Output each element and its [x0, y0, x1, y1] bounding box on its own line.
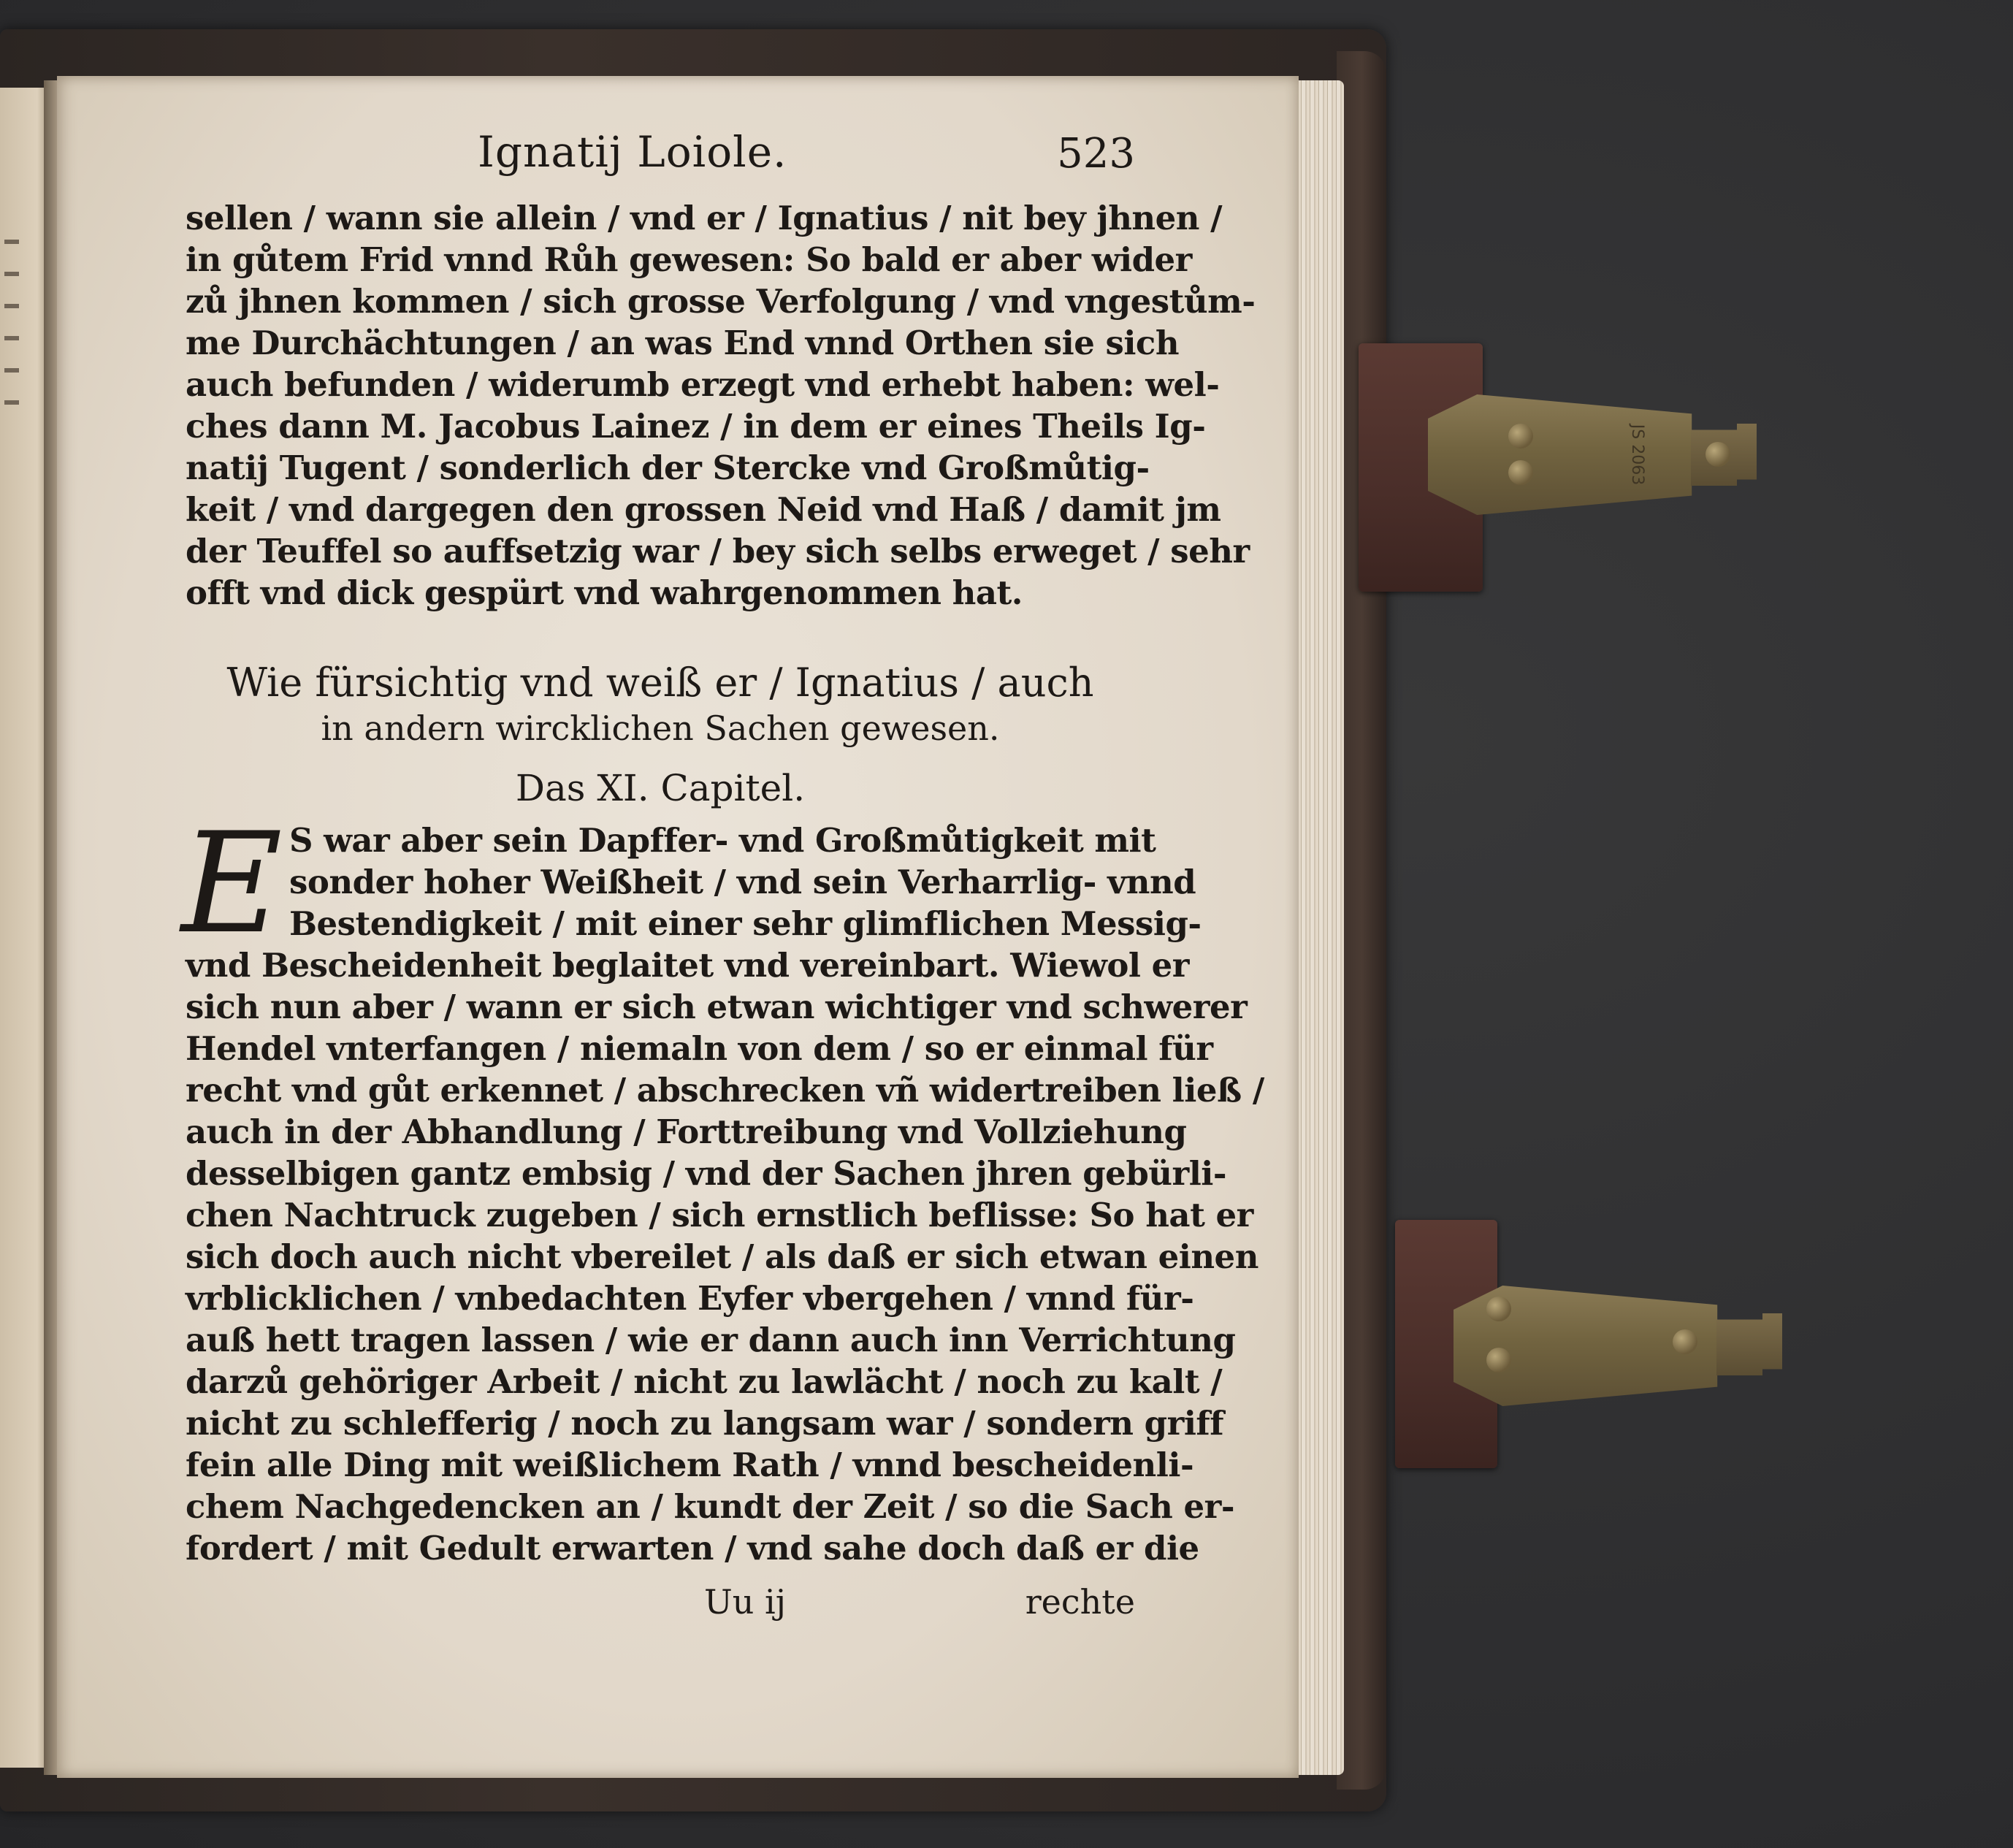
running-head-title: Ignatij Loiole. [478, 127, 787, 177]
rivet-icon [1705, 442, 1730, 467]
page-number: 523 [1057, 130, 1135, 177]
clasp-stamp: JS 2063 [1628, 424, 1647, 486]
text-line: sellen / wann sie allein / vnd er / Ignatius / nit bey jhnen / [186, 199, 1223, 237]
left-page-fragment [0, 88, 47, 1768]
chapter-number: Das XI. Capitel. [515, 767, 806, 809]
paragraph-1 [186, 197, 1256, 614]
text-line: chem Nachgedencken an / kundt der Zeit / so die Sach er- [186, 1487, 1235, 1526]
text-line: offt vnd dick gespürt vnd wahrgenommen hat. [186, 573, 1023, 612]
text-line: auch befunden / widerumb erzegt vnd erhebt haben: wel- [186, 365, 1220, 404]
rivet-icon [1486, 1297, 1511, 1321]
signature-mark: Uu ij [704, 1582, 786, 1622]
rivet-icon [1508, 424, 1533, 448]
rivet-icon [1673, 1329, 1697, 1354]
rivet-icon [1508, 460, 1533, 485]
text-line: keit / vnd dargegen den grossen Neid vnd Haß / damit jm [186, 490, 1221, 529]
text-line: sich doch auch nicht vbereilet / als daß er sich etwan einen [186, 1237, 1258, 1276]
text-line: der Teuffel so auffsetzig war / bey sich selbs erweget / sehr [186, 532, 1250, 570]
text-line: recht vnd gůt erkennet / abschrecken vñ widertreiben ließ / [186, 1071, 1264, 1110]
text-line: vrblicklichen / vnbedachten Eyfer vbergehen / vnnd für- [186, 1279, 1194, 1318]
chapter-title-line-2: in andern wircklichen Sachen gewesen. [321, 709, 1000, 748]
text-line: zů jhnen kommen / sich grosse Verfolgung / vnd vngestům- [186, 282, 1256, 321]
text-line: S war aber sein Dapffer- vnd Großmůtigkeit mit [289, 821, 1156, 860]
running-head [186, 127, 1135, 197]
text-line: vnd Bescheidenheit beglaitet vnd vereinbart. Wiewol er [186, 946, 1190, 985]
text-line: ches dann M. Jacobus Lainez / in dem er eines Theils Ig- [186, 407, 1206, 446]
rivet-icon [1486, 1348, 1511, 1372]
clasp-brass-plate [1428, 394, 1735, 515]
text-line: Hendel vnterfangen / niemaln von dem / so er einmal für [186, 1029, 1213, 1068]
chapter-title-line-1: Wie fürsichtig vnd weiß er / Ignatius / auch [226, 660, 1094, 706]
text-line: me Durchächtungen / an was End vnnd Orthen sie sich [186, 324, 1180, 362]
text-line: auch in der Abhandlung / Forttreibung vnd Vollziehung [186, 1112, 1187, 1151]
page-footer [186, 1576, 1135, 1627]
paragraph-2 [181, 803, 1264, 1569]
text-line: in gůtem Frid vnnd Růh gewesen: So bald er aber wider [186, 240, 1192, 279]
clasp-hook [1716, 1313, 1782, 1375]
catchword: rechte [1025, 1582, 1135, 1622]
page-stack-edge [1293, 80, 1344, 1775]
lower-clasp [1395, 1220, 1906, 1468]
upper-clasp [1359, 343, 1870, 592]
book-page [57, 76, 1299, 1778]
text-line: sonder hoher Weißheit / vnd sein Verharrlig- vnnd [289, 863, 1196, 901]
left-page-text-marks [4, 212, 19, 431]
text-line: sich nun aber / wann er sich etwan wichtiger vnd schwerer [186, 988, 1248, 1026]
text-line: desselbigen gantz embsig / vnd der Sachen jhren gebürli- [186, 1154, 1227, 1193]
drop-cap: E [181, 803, 283, 964]
text-line: Bestendigkeit / mit einer sehr glimflichen Messig- [289, 904, 1202, 943]
cover-fore-edge [1337, 51, 1386, 1790]
text-line: chen Nachtruck zugeben / sich ernstlich beflisse: So hat er [186, 1196, 1253, 1234]
text-line: darzů gehöriger Arbeit / nicht zu lawlächt / noch zu kalt / [186, 1362, 1223, 1401]
text-line: fordert / mit Gedult erwarten / vnd sahe doch daß er die [186, 1529, 1199, 1568]
text-line: nicht zu schlefferig / noch zu langsam war / sondern griff [186, 1404, 1224, 1443]
text-line: natij Tugent / sonderlich der Stercke vnd Großmůtig- [186, 448, 1150, 487]
text-line: fein alle Ding mit weißlichem Rath / vnnd bescheidenli- [186, 1446, 1194, 1484]
text-line: auß hett tragen lassen / wie er dann auch inn Verrichtung [186, 1321, 1236, 1359]
text-block [181, 127, 1264, 1627]
